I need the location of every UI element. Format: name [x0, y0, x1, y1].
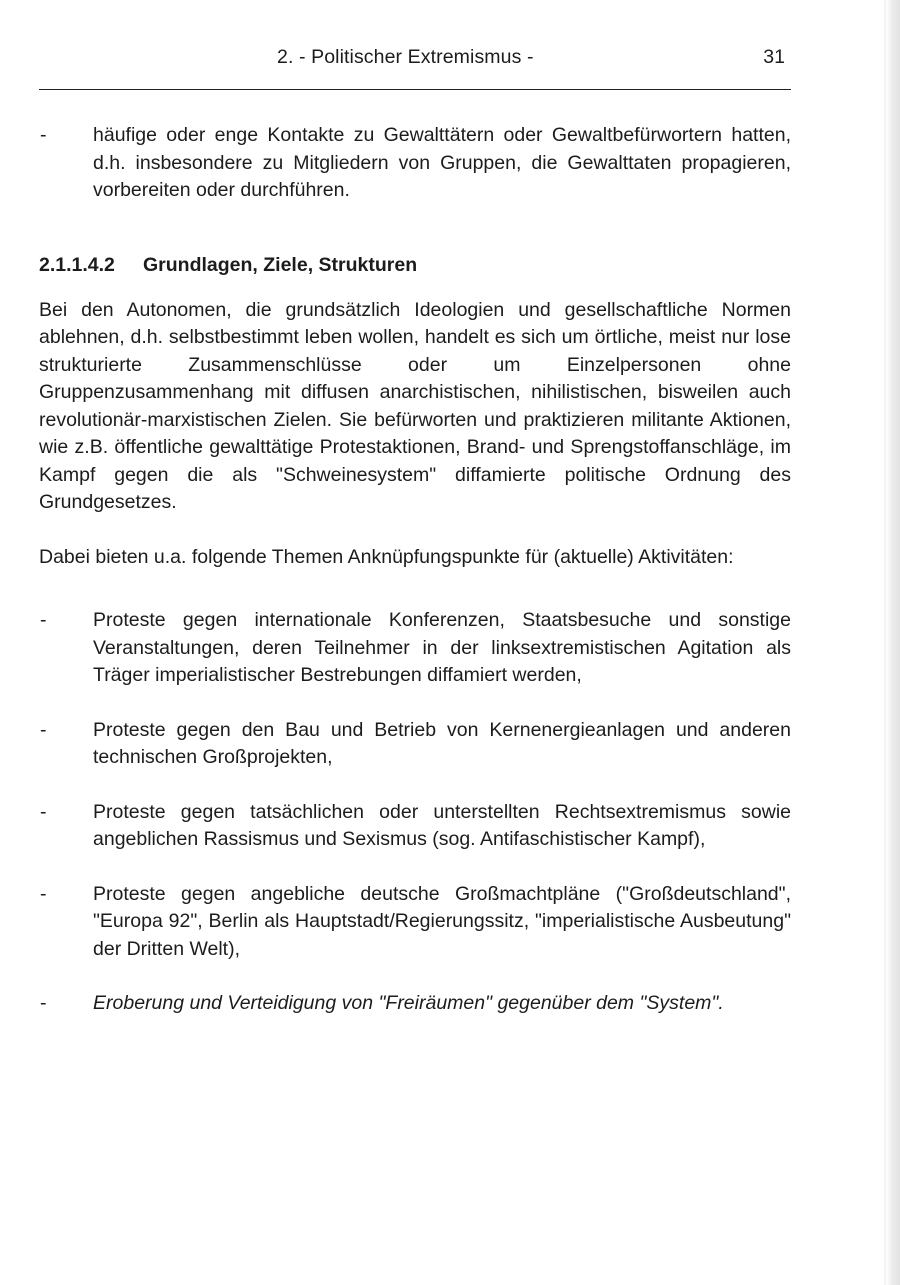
list-bullet: -	[40, 800, 47, 823]
list-item-text: Proteste gegen den Bau und Betrieb von Kernenergieanlagen und anderen technischen Großprojekten,	[93, 718, 791, 768]
section-title: Grundlagen, Ziele, Strukturen	[143, 253, 418, 276]
list-item-text: Proteste gegen tatsächlichen oder unterstellten Rechtsextremismus sowie angeblichen Rassismus und Sexismus (sog. Antifaschistischer Kampf),	[93, 800, 791, 850]
list-item-text: häufige oder enge Kontakte zu Gewalttätern oder Gewaltbefürwortern hatten, d.h. insbesondere zu Mitgliedern von Gruppen, die Gewalttaten propagieren, vorbereiten oder durchführen.	[93, 124, 791, 201]
intro-list-item	[39, 122, 791, 205]
page-content	[39, 122, 791, 1018]
list-item	[39, 607, 791, 690]
section-heading	[39, 252, 791, 279]
running-header-title: 2. - Politischer Extremismus -	[277, 46, 534, 68]
header-rule	[39, 89, 791, 90]
list-item	[39, 717, 791, 772]
section-number: 2.1.1.4.2	[39, 253, 115, 276]
list-bullet: -	[40, 718, 47, 741]
list-item-text: Proteste gegen internationale Konferenzen, Staatsbesuche und sonstige Veranstaltungen, deren Teilnehmer in der linksextremistischen Agitation als Träger imperialistischer Bestrebungen diffamiert werden,	[93, 609, 791, 686]
page-number: 31	[763, 46, 785, 68]
list-item-text: Proteste gegen angebliche deutsche Großmachtpläne ("Großdeutschland", "Europa 92", Berlin als Hauptstadt/Regierungssitz, "imperialistische Ausbeutung" der Dritten Welt),	[93, 882, 791, 960]
list-bullet: -	[40, 609, 47, 631]
list-item-text: Eroberung und Verteidigung von "Freiräumen" gegenüber dem "System".	[93, 992, 724, 1014]
body-paragraph: Bei den Autonomen, die grundsätzlich Ideologien und gesellschaftliche Normen ablehnen, d.h. selbstbestimmt leben wollen, handelt es sich um örtliche, meist nur lose strukturierte Zusammenschlüsse oder um Einzelpersonen ohne Gruppenzusammenhang mit diffusen anarchistischen, nihilistischen, bisweilen auch revolutionär-marxistischen Zielen. Sie befürworten und praktizieren militante Aktionen, wie z.B. öffentliche gewalttätige Protestaktionen, Brand- und Sprengstoffanschläge, im Kampf gegen die als "Schweinesystem" diffamierte politische Ordnung des Grundgesetzes.	[39, 298, 791, 513]
list-bullet: -	[40, 882, 47, 905]
scan-edge	[886, 0, 900, 1285]
list-item	[39, 990, 791, 1018]
document-page	[39, 40, 791, 1014]
list-item	[39, 881, 791, 964]
list-item	[39, 799, 791, 854]
list-bullet: -	[40, 124, 47, 146]
running-header	[39, 40, 791, 72]
list-bullet: -	[40, 992, 47, 1014]
body-paragraph: Dabei bieten u.a. folgende Themen Anknüpfungspunkte für (aktuelle) Aktivitäten:	[39, 545, 734, 568]
